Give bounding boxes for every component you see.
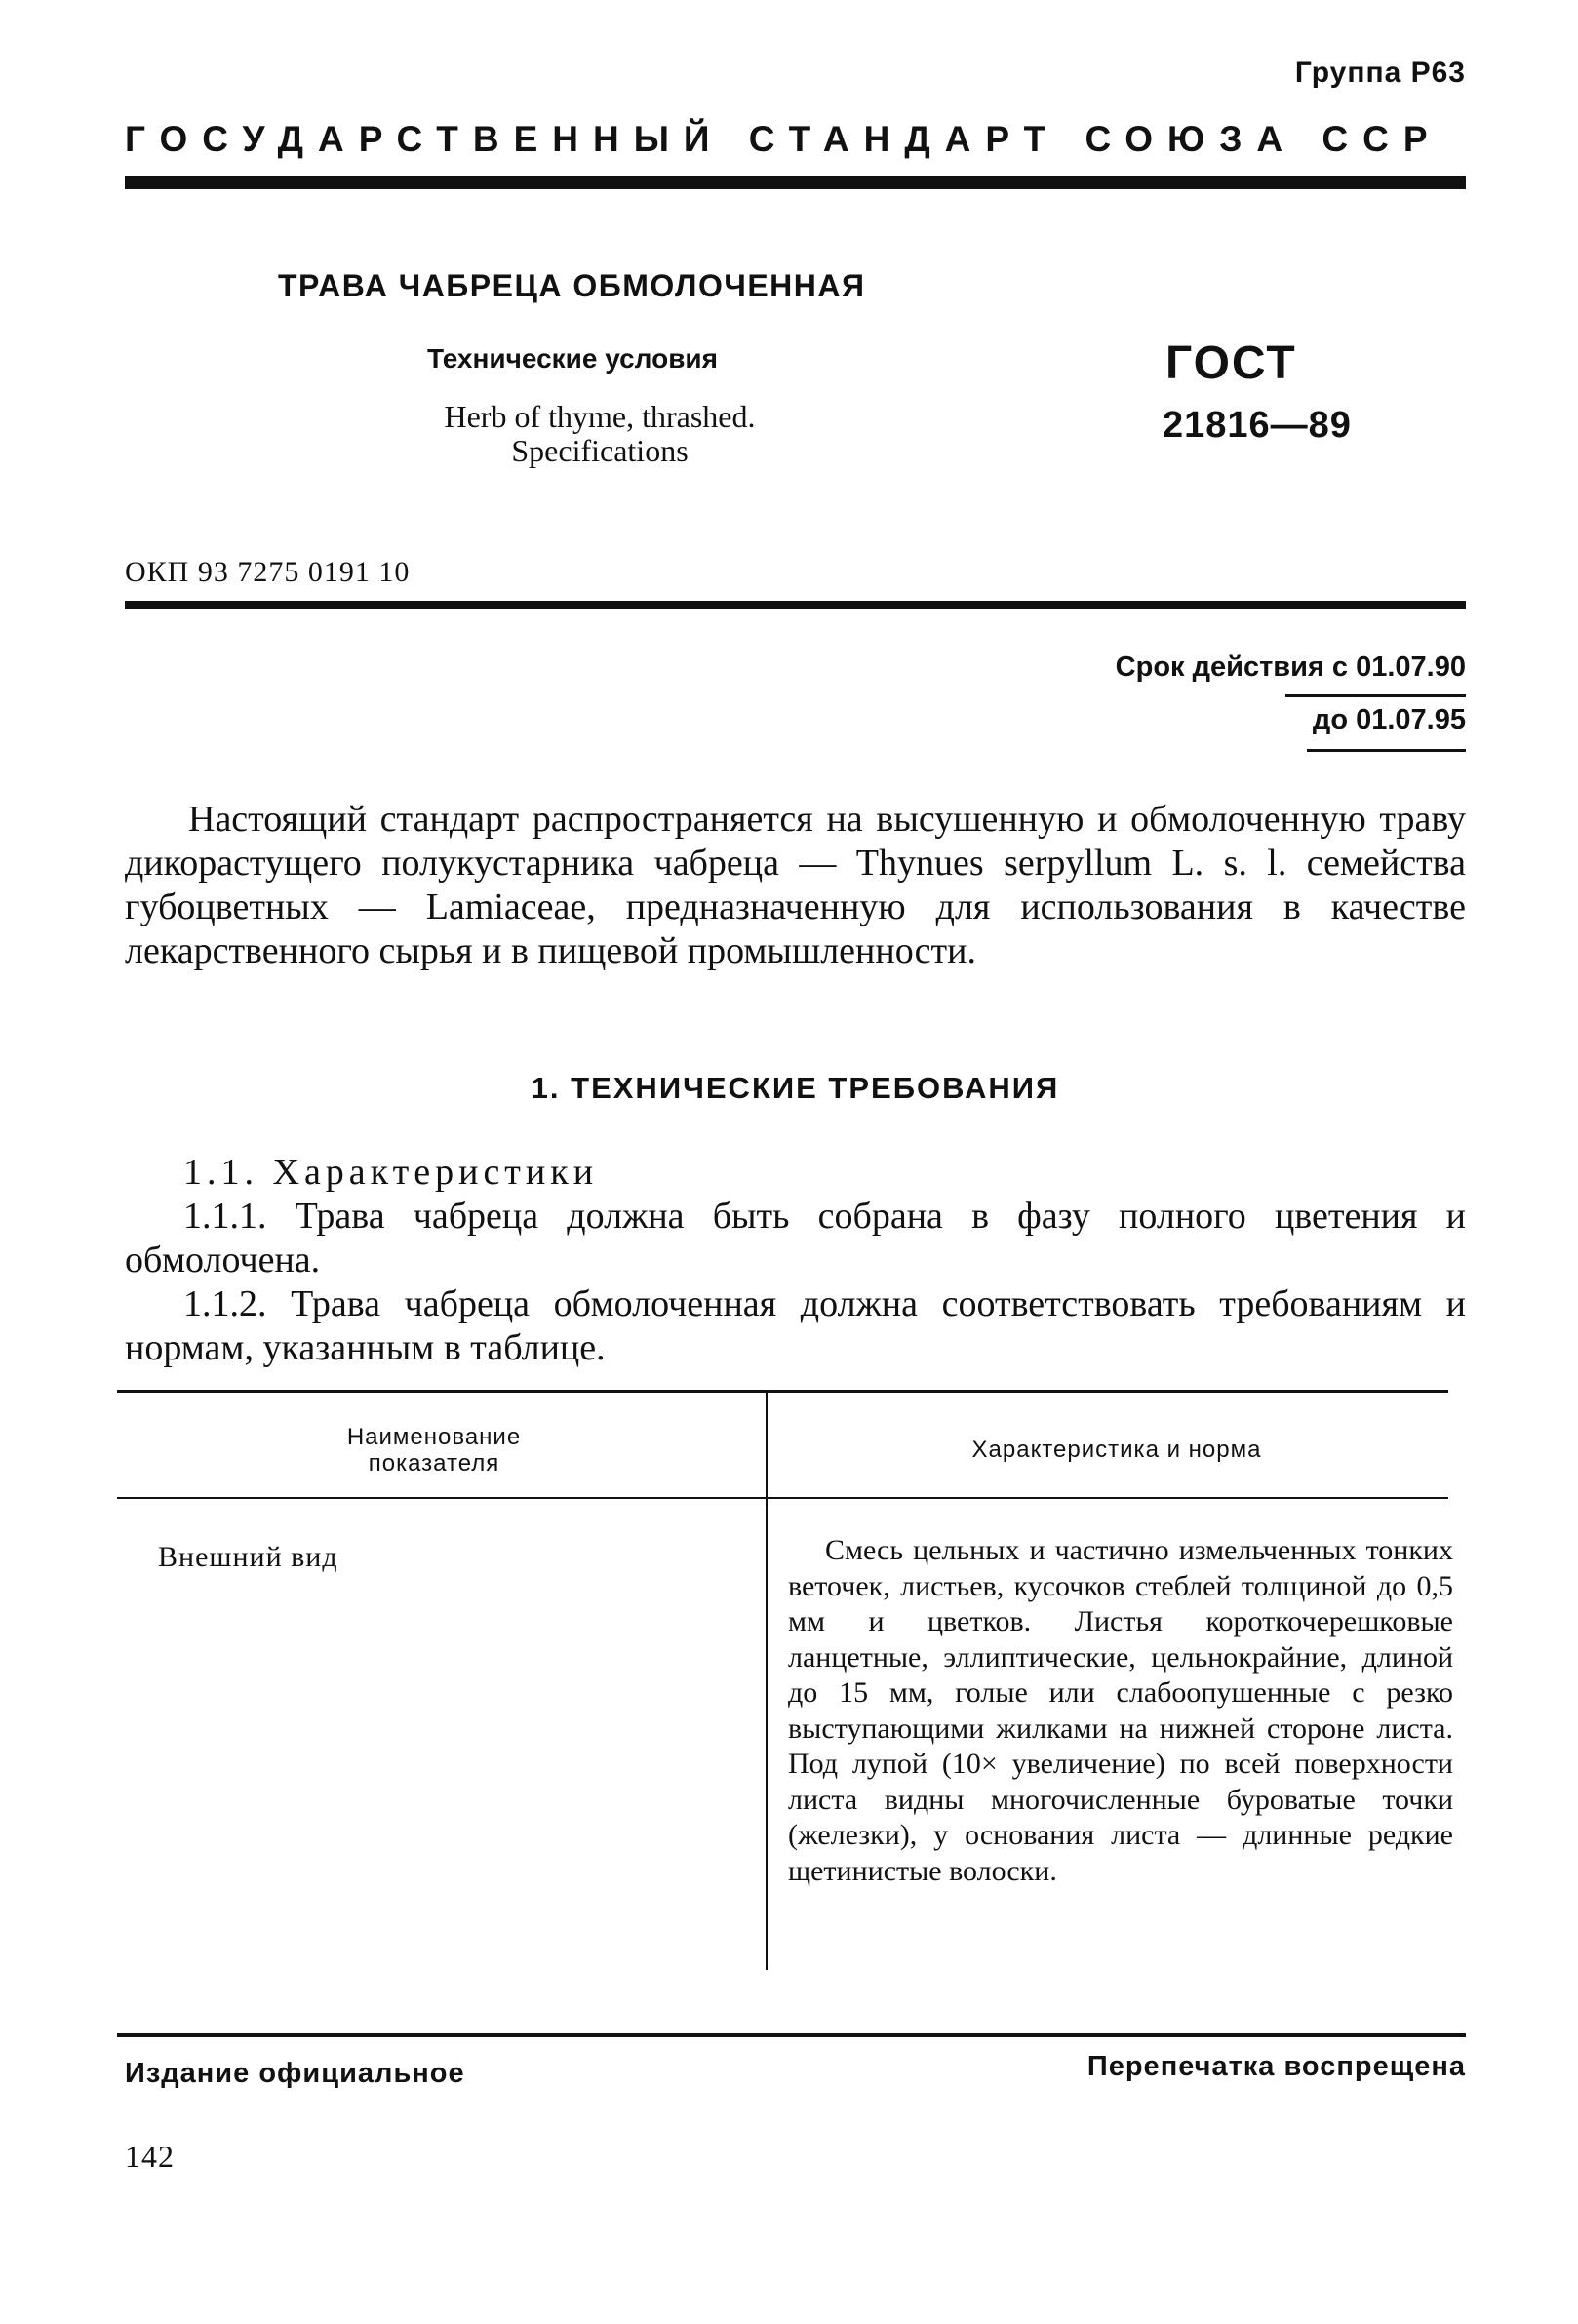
table-header-norm: Характеристика и норма [971,1437,1262,1463]
table-cell-value: Смесь цельных и частично измельченных тонких веточек, листьев, кусочков стеблей толщиной до 0,5 мм и цветков. Листья короткочерешковые ланцетные, эллиптические, цельнокрайние, длиной до 15 мм, голые или слабоопушенные с резко выступающими жилками на нижней стороне листа. Под лупой (10× увеличение) по всей поверхности листа видны многочисленные буроватые точки (железки), у основания листа — длинные редкие щетинистые волоски. [788,1534,1453,1887]
header-rule [125,176,1466,189]
paragraph-1-1-2: 1.1.2. Трава чабреца обмолоченная должна соответствовать требованиям и нормам, указанным в таблице. [125,1283,1466,1368]
group-label: Группа Р63 [1294,57,1466,89]
validity-rule-2 [1307,749,1466,752]
footer-rule [117,2033,1466,2037]
table-header-indicator-line-1: Наименование [346,1424,522,1450]
english-title-line-1: Herb of thyme, thrashed. [444,399,756,434]
table-top-rule [117,1390,1448,1393]
reprint-notice: Перепечатка воспрещена [1086,2051,1466,2082]
table-cell-name: Внешний вид [158,1541,338,1573]
page-number: 142 [125,2139,175,2174]
document-title: ТРАВА ЧАБРЕЦА ОБМОЛОЧЕННАЯ [278,268,866,303]
intro-paragraph: Настоящий стандарт распространяется на высушенную и обмолоченную траву дикорастущего полукустарника чабреца — Thynues serpyllum L. s. l. семейства губоцветных — Lamiaceae, предназначенную для использования в качестве лекарственного сырья и в пищевой промышленности. [125,799,1466,971]
table-header-indicator-line-2: показателя [368,1450,500,1477]
validity-to: до 01.07.95 [1312,704,1466,735]
validity-from: Срок действия с 01.07.90 [1115,651,1466,683]
validity-rule-1 [1285,694,1466,697]
table-header-rule [117,1497,1448,1499]
paragraph-1-1-1: 1.1.1. Трава чабреца должна быть собрана в фазу полного цветения и обмолочена. [125,1196,1466,1280]
okp-rule [125,601,1466,609]
section-heading: 1. ТЕХНИЧЕСКИЕ ТРЕБОВАНИЯ [531,1071,1060,1105]
gost-number: 21816—89 [1163,405,1352,446]
table-header-indicator [244,1424,624,1477]
english-title-line-2: Specifications [511,433,689,469]
english-title [390,400,809,468]
document-subtitle: Технические условия [427,343,718,374]
gost-label: ГОСТ [1165,337,1297,389]
standard-header-title: ГОСУДАРСТВЕННЫЙ СТАНДАРТ СОЮЗА ССР [125,119,1442,159]
subsection-characteristics: 1.1. Характеристики [183,1152,599,1193]
table-column-divider [766,1393,768,1970]
edition-label: Издание официальное [125,2058,465,2089]
okp-code: ОКП 93 7275 0191 10 [125,556,411,588]
